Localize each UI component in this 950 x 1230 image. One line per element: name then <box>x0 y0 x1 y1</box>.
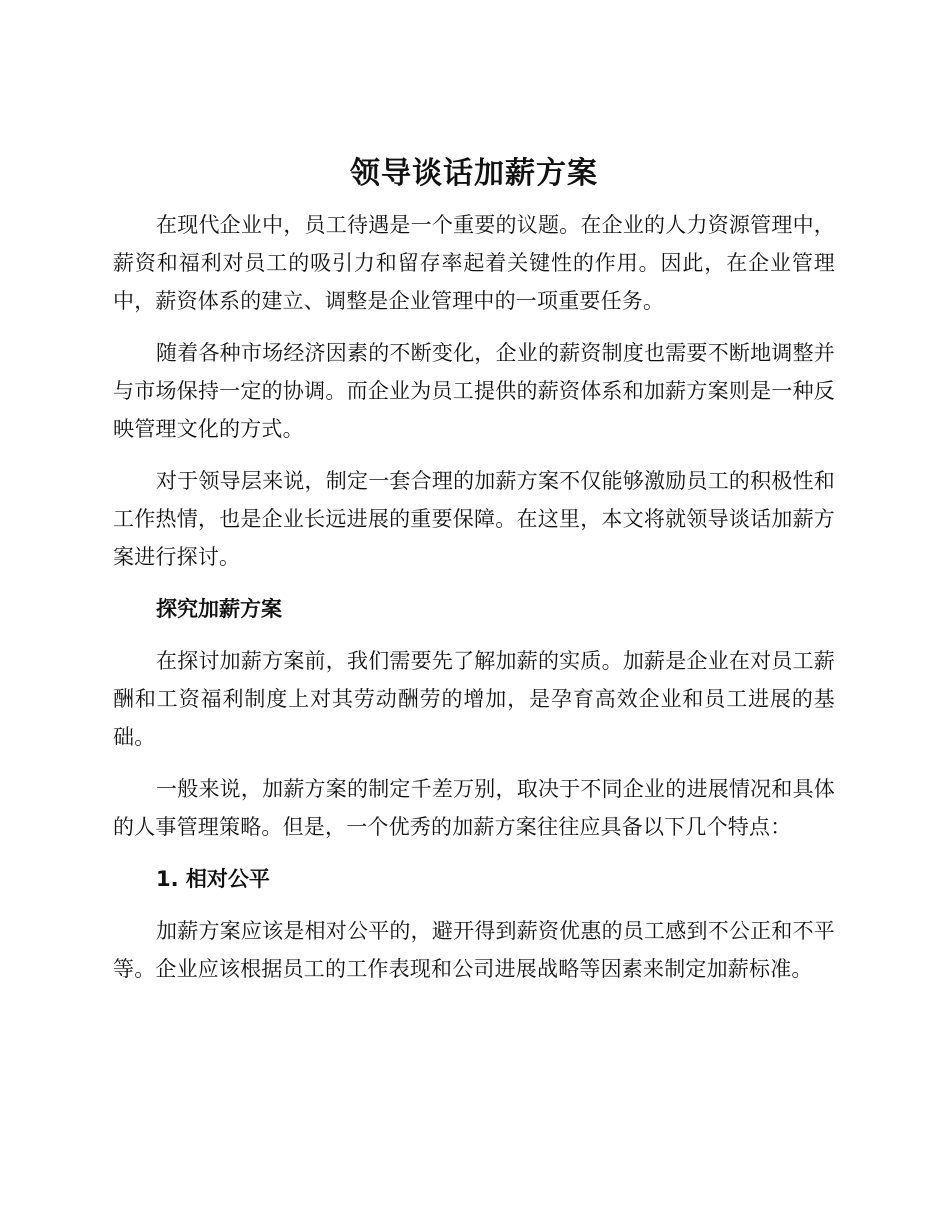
document-title: 领导谈话加薪方案 <box>350 156 598 191</box>
document-body <box>113 150 835 1002</box>
intro-paragraph-1: 在现代企业中，员工待遇是一个重要的议题。在企业的人力资源管理中，薪资和福利对员工的吸引力和留存率起着关键性的作用。因此，在企业管理中，薪资体系的建立、调整是企业管理中的一项重要任务。 <box>113 213 835 313</box>
intro-paragraph-3: 对于领导层来说，制定一套合理的加薪方案不仅能够激励员工的积极性和工作热情，也是企业长远进展的重要保障。在这里，本文将就领导谈话加薪方案进行探讨。 <box>113 469 835 569</box>
subheading-relative-fairness: 1. 相对公平 <box>156 867 270 891</box>
section-paragraph-1: 在探讨加薪方案前，我们需要先了解加薪的实质。加薪是企业在对员工薪酬和工资福利制度上对其劳动酬劳的增加，是孕育高效企业和员工进展的基础。 <box>113 649 835 749</box>
section-paragraph-2: 一般来说，加薪方案的制定千差万别，取决于不同企业的进展情况和具体的人事管理策略。但是，一个优秀的加薪方案往往应具备以下几个特点： <box>113 777 835 839</box>
section-heading: 探究加薪方案 <box>156 597 282 621</box>
fairness-paragraph: 加薪方案应该是相对公平的，避开得到薪资优惠的员工感到不公正和不平等。企业应该根据员工的工作表现和公司进展战略等因素来制定加薪标准。 <box>113 919 835 981</box>
intro-paragraph-2: 随着各种市场经济因素的不断变化，企业的薪资制度也需要不断地调整并与市场保持一定的协调。而企业为员工提供的薪资体系和加薪方案则是一种反映管理文化的方式。 <box>113 341 835 441</box>
